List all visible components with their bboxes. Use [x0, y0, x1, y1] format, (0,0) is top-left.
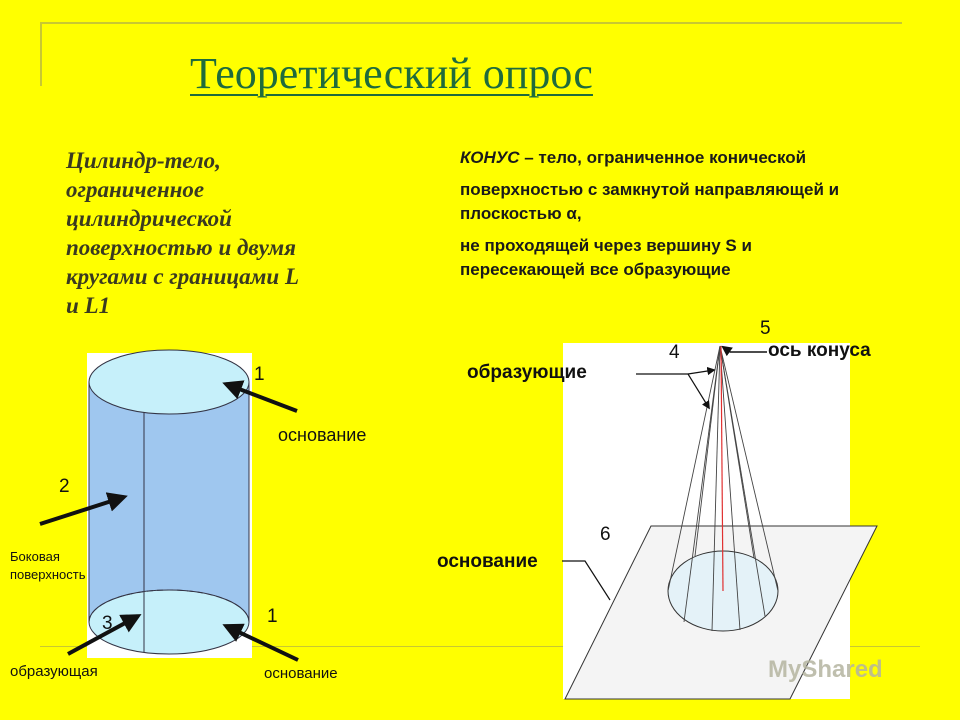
- cylinder-num-generatrix: 3: [102, 613, 113, 634]
- cone-num-apex: 5: [760, 318, 771, 339]
- cylinder-label-bottom-base: основание: [264, 665, 338, 682]
- cylinder-figure: [40, 350, 298, 660]
- cone-label-base: основание: [437, 551, 538, 572]
- cone-definition-line-2: поверхностью с замкнутой направляющей и плоскостью α,: [460, 180, 840, 223]
- cone-num-generatrices: 4: [669, 342, 680, 363]
- cone-keyword: КОНУС: [460, 148, 520, 167]
- watermark-text: MyShared: [768, 656, 883, 683]
- cone-label-axis: ось конуса: [768, 340, 871, 361]
- cone-definition-line-3: не проходящей через вершину S и пересекающей все образующие: [460, 236, 752, 279]
- page-title: Теоретический опрос: [190, 49, 593, 98]
- cylinder-label-generatrix: образующая: [10, 663, 98, 680]
- watermark-logo: [768, 656, 883, 684]
- cylinder-top-base: [89, 350, 249, 414]
- cone-label-generatrices: образующие: [467, 362, 587, 383]
- cylinder-num-bottom-base: 1: [267, 606, 278, 627]
- cone-definition-line-1-rest: – тело, ограниченное конической: [519, 148, 807, 167]
- cone-figure: [562, 343, 877, 699]
- cylinder-num-top-base: 1: [254, 364, 265, 385]
- cylinder-label-lateral: Боковая поверхность: [10, 549, 86, 582]
- cylinder-num-lateral: 2: [59, 476, 70, 497]
- cylinder-definition: Цилиндр-тело, ограниченное цилиндрической поверхностью и двумя кругами с границами L и L1: [66, 148, 299, 318]
- cylinder-label-top-base: основание: [278, 425, 367, 445]
- cone-num-base: 6: [600, 524, 611, 545]
